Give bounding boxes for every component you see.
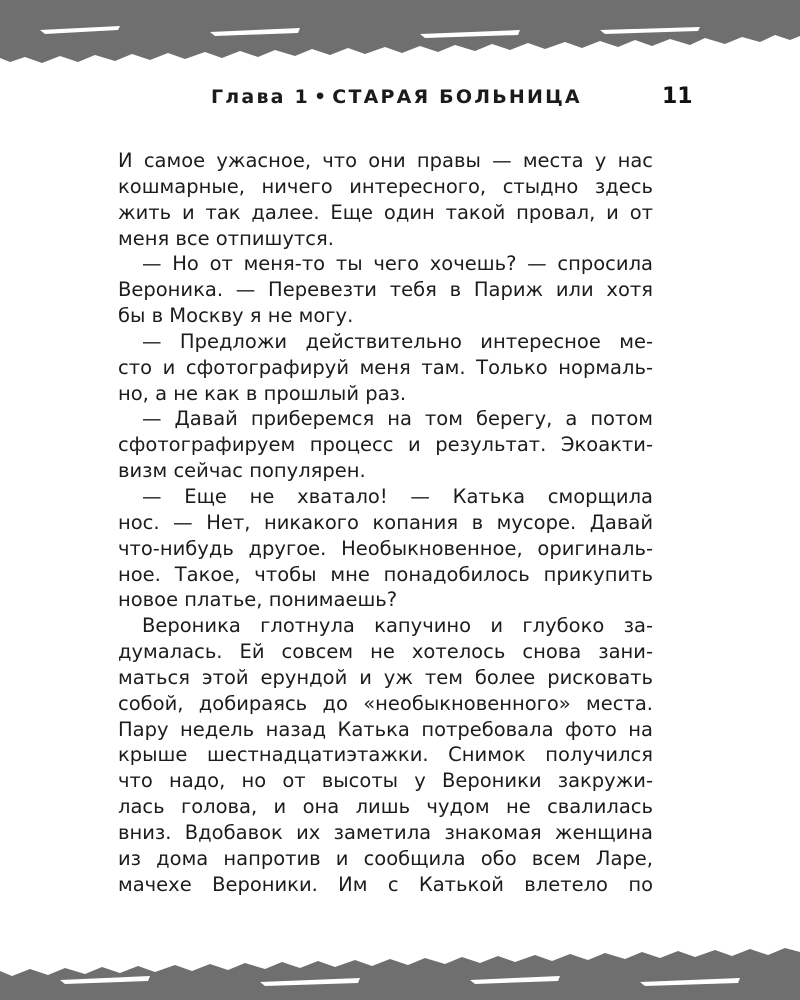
- text-line: думалась. Ей совсем не хотелось снова зани-: [118, 640, 653, 664]
- text-line: И самое ужасное, что они правы — места у нас: [118, 149, 653, 172]
- text-line: новое платье, понимаешь?: [118, 588, 398, 612]
- text-line: собой, добираясь до «необыкновенного» места.: [118, 691, 653, 715]
- page-number: 11: [662, 84, 693, 109]
- text-line: — Предложи действительно интересное ме-: [142, 329, 653, 353]
- text-line: кошмарные, ничего интересного, стыдно здесь: [118, 174, 653, 198]
- text-line: лась голова, и она лишь чудом не свалилась: [118, 795, 653, 819]
- bottom-decorative-band: [0, 930, 800, 1000]
- text-line: мачехе Вероники. Им с Катькой влетело по: [118, 872, 653, 896]
- text-line: сто и сфотографируй меня там. Только нормаль-: [118, 355, 653, 379]
- text-line: визм сейчас популярен.: [118, 459, 366, 483]
- chapter-label: Глава 1: [211, 86, 310, 108]
- text-line: меня все отпишутся.: [118, 226, 334, 250]
- chapter-title: СТАРАЯ БОЛЬНИЦА: [332, 86, 582, 108]
- text-line: из дома напротив и сообщила обо всем Ларе,: [118, 846, 653, 870]
- body-text: [118, 148, 653, 897]
- text-line: ное. Такое, чтобы мне понадобилось прикупить: [118, 562, 653, 586]
- text-line: бы в Москву я не могу.: [118, 304, 354, 328]
- running-head: [211, 86, 582, 108]
- text-line: — Еще не хватало! — Катька сморщила: [142, 484, 653, 508]
- text-line: маться этой ерундой и уж тем более рисковать: [118, 665, 653, 689]
- text-line: — Давай приберемся на том берегу, а потом: [142, 407, 653, 431]
- page-header: [0, 84, 800, 114]
- text-line: жить и так далее. Еще один такой провал, и от: [118, 200, 653, 224]
- text-line: — Но от меня-то ты чего хочешь? — спросила: [142, 252, 653, 276]
- text-line: сфотографируем процесс и результат. Экоакти-: [118, 433, 653, 457]
- top-decorative-band: [0, 0, 800, 70]
- text-line: Вероника глотнула капучино и глубоко за-: [142, 614, 653, 638]
- text-line: Пару недель назад Катька потребовала фото на: [118, 717, 653, 741]
- text-line: что-нибудь другое. Необыкновенное, оригиналь-: [118, 536, 653, 560]
- header-separator: •: [313, 86, 329, 108]
- text-line: крыше шестнадцатиэтажки. Снимок получился: [118, 743, 653, 767]
- text-line: Вероника. — Перевезти тебя в Париж или хотя: [118, 278, 653, 302]
- text-line: вниз. Вдобавок их заметила знакомая женщина: [118, 820, 653, 844]
- text-line: нос. — Нет, никакого копания в мусоре. Давай: [118, 510, 653, 534]
- text-line: что надо, но от высоты у Вероники закружи-: [118, 769, 653, 793]
- text-line: но, а не как в прошлый раз.: [118, 381, 407, 405]
